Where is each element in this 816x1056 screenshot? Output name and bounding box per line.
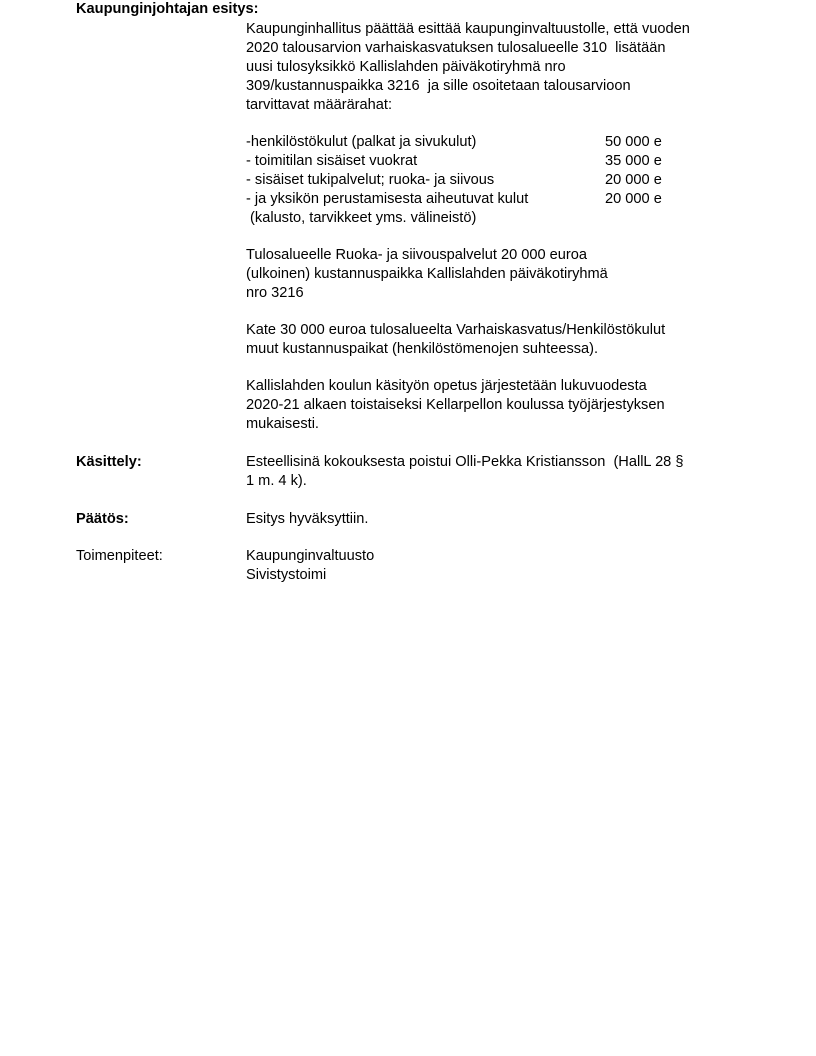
proposal-paragraph-line: muut kustannuspaikat (henkilöstömenojen suhteessa). <box>246 341 599 357</box>
handling-label: Käsittely: <box>76 454 142 470</box>
budget-item-label: - sisäiset tukipalvelut; ruoka- ja siivous <box>246 172 495 188</box>
actions-recipient: Sivistystoimi <box>246 567 327 583</box>
actions-label: Toimenpiteet: <box>76 548 163 564</box>
actions-recipient: Kaupunginvaltuusto <box>246 548 375 564</box>
budget-item-note: (kalusto, tarvikkeet yms. välineistö) <box>246 210 477 226</box>
proposal-paragraph-line: mukaisesti. <box>246 416 319 432</box>
proposal-paragraph-line: 2020-21 alkaen toistaiseksi Kellarpellon koulussa työjärjestyksen <box>246 397 665 413</box>
budget-item-label: - ja yksikön perustamisesta aiheutuvat kulut <box>246 191 529 207</box>
proposal-intro-line: 309/kustannuspaikka 3216 ja sille osoitetaan talousarvioon <box>246 78 631 94</box>
proposal-paragraph-line: Kallislahden koulun käsityön opetus järjestetään lukuvuodesta <box>246 378 647 394</box>
decision-text: Esitys hyväksyttiin. <box>246 511 369 527</box>
proposal-paragraph-line: nro 3216 <box>246 285 304 301</box>
budget-item-amount: 20 000 e <box>605 172 662 188</box>
proposal-intro-line: Kaupunginhallitus päättää esittää kaupunginvaltuustolle, että vuoden <box>246 21 690 37</box>
proposal-paragraph-line: Kate 30 000 euroa tulosalueelta Varhaiskasvatus/Henkilöstökulut <box>246 322 666 338</box>
budget-item-amount: 35 000 e <box>605 153 662 169</box>
budget-item-amount: 50 000 e <box>605 134 662 150</box>
proposal-paragraph-line: Tulosalueelle Ruoka- ja siivouspalvelut 20 000 euroa <box>246 247 588 263</box>
decision-label: Päätös: <box>76 511 129 527</box>
proposal-intro-line: tarvittavat määrärahat: <box>246 97 393 113</box>
proposal-heading: Kaupunginjohtajan esitys: <box>76 1 259 17</box>
budget-item-label: - toimitilan sisäiset vuokrat <box>246 153 418 169</box>
budget-item-amount: 20 000 e <box>605 191 662 207</box>
proposal-intro-line: 2020 talousarvion varhaiskasvatuksen tulosalueelle 310 lisätään <box>246 40 666 56</box>
proposal-intro-line: uusi tulosyksikkö Kallislahden päiväkotiryhmä nro <box>246 59 566 75</box>
budget-item-label: -henkilöstökulut (palkat ja sivukulut) <box>246 134 477 150</box>
handling-text-line: Esteellisinä kokouksesta poistui Olli-Pekka Kristiansson (HallL 28 § <box>246 454 684 470</box>
handling-text-line: 1 m. 4 k). <box>246 473 307 489</box>
proposal-paragraph-line: (ulkoinen) kustannuspaikka Kallislahden päiväkotiryhmä <box>246 266 608 282</box>
